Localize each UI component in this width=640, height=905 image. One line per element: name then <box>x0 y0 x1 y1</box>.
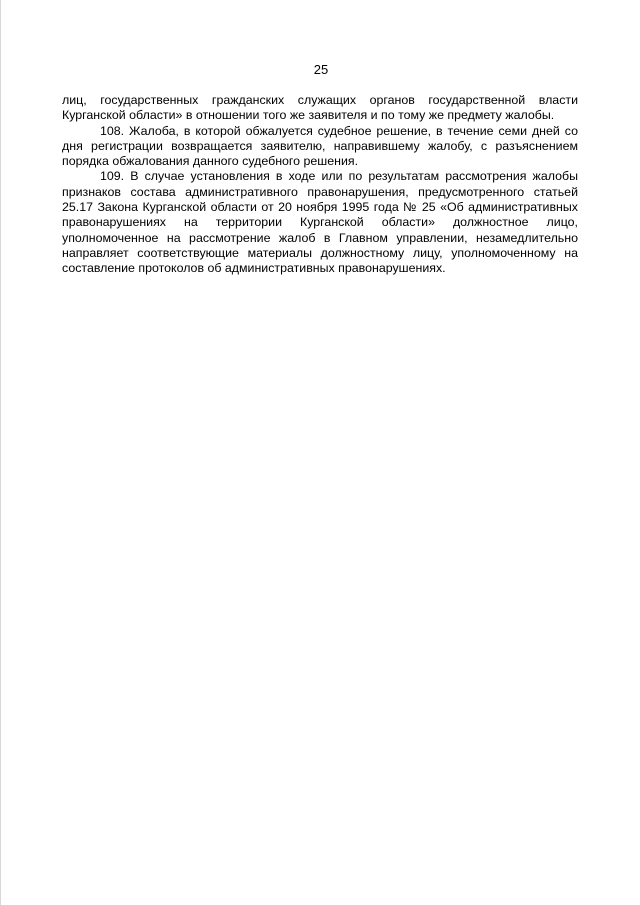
page-number: 25 <box>313 62 329 77</box>
paragraph-108: 108. Жалоба, в которой обжалуется судебное решение, в течение семи дней со дня регистрации возвращается заявителю, направившему жалобу, с разъяснением порядка обжалования данного судебного решения. <box>62 123 578 169</box>
paragraph-continuation: лиц, государственных гражданских служащих органов государственной власти Курганской области» в отношении того же заявителя и по тому же предмету жалобы. <box>62 93 578 123</box>
paragraph-109: 109. В случае установления в ходе или по результатам рассмотрения жалобы признаков состава административного правонарушения, предусмотренного статьей 25.17 Закона Курганской области от 20 ноября 1995 года № 25 «Об административных правонарушениях на территории Курганской области» должностное лицо, уполномоченное на рассмотрение жалоб в Главном управлении, незамедлительно направляет соответствующие материалы должностному лицу, уполномоченному на составление протоколов об административных правонарушениях. <box>62 169 578 276</box>
document-body <box>62 93 578 277</box>
